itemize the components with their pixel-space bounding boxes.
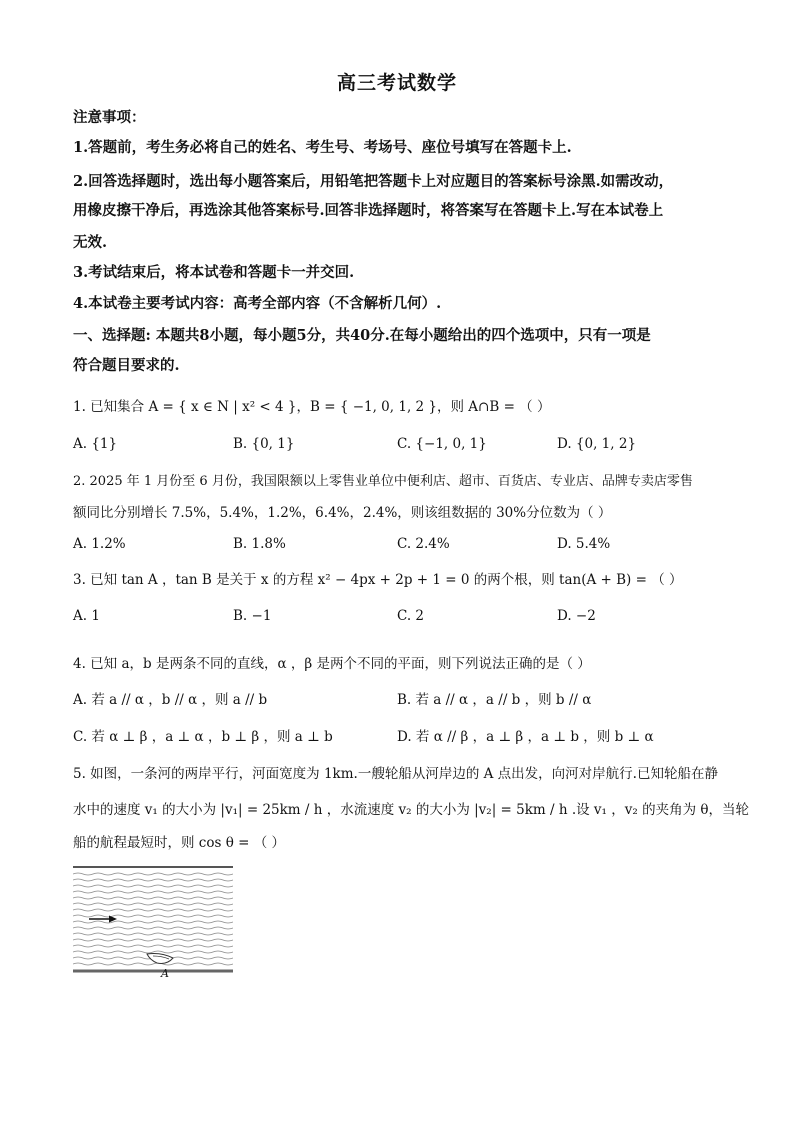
page-title: 高三考试数学	[336, 72, 457, 94]
question-4-option-d: D. 若 α // β ，a ⊥ β ，a ⊥ b ，则 b ⊥ α	[397, 729, 654, 745]
question-3-option-d: D. −2	[557, 608, 596, 624]
question-2-option-a: A. 1.2%	[73, 536, 126, 552]
question-2-line-1: 2. 2025 年 1 月份至 6 月份，我国限额以上零售业单位中便利店、超市、百货店、专业店、品牌专卖店零售	[73, 474, 693, 489]
question-1-option-b: B. {0, 1}	[233, 436, 295, 452]
boat-icon	[147, 954, 173, 964]
section-heading-line-2: 符合题目要求的.	[73, 357, 180, 374]
question-3-option-a: A. 1	[73, 608, 100, 624]
notice-item-4: 4.本试卷主要考试内容：高考全部内容（不含解析几何）.	[73, 295, 442, 312]
question-4-stem: 4. 已知 a，b 是两条不同的直线，α ，β 是两个不同的平面，则下列说法正确的是（ ）	[73, 656, 591, 672]
question-1-option-d: D. {0, 1, 2}	[557, 436, 637, 452]
question-5-line-3: 船的航程最短时，则 cos θ = （ ）	[73, 835, 286, 851]
notice-item-3: 3.考试结束后，将本试卷和答题卡一并交回.	[73, 264, 355, 281]
question-4-option-b: B. 若 a // α ，a // b ，则 b // α	[397, 692, 592, 708]
question-4-option-a: A. 若 a // α ，b // α ，则 a // b	[73, 692, 268, 708]
question-1-stem: 1. 已知集合 A = { x ∈ N | x² < 4 }，B = { −1, 0, 1, 2 }，则 A∩B = （ ）	[73, 399, 551, 415]
point-a-label: A	[161, 967, 169, 978]
question-3-option-b: B. −1	[233, 608, 272, 624]
notice-item-1: 1.答题前，考生务必将自己的姓名、考生号、考场号、座位号填写在答题卡上.	[73, 139, 572, 156]
question-3-option-c: C. 2	[397, 608, 425, 624]
question-2-option-b: B. 1.8%	[233, 536, 286, 552]
question-4-option-c: C. 若 α ⊥ β ，a ⊥ α ，b ⊥ β ，则 a ⊥ b	[73, 729, 333, 745]
notice-heading: 注意事项：	[73, 109, 146, 126]
question-2-line-2: 额同比分别增长 7.5%，5.4%，1.2%，6.4%，2.4%，则该组数据的 30%分位数为（ ）	[73, 505, 612, 521]
section-heading-line-1: 一、选择题: 本题共8小题，每小题5分，共40分.在每小题给出的四个选项中，只有一项是	[73, 327, 651, 344]
notice-item-2-line-1: 2.回答选择题时，选出每小题答案后，用铅笔把答题卡上对应题目的答案标号涂黑.如需改动，	[73, 173, 674, 190]
question-1-option-a: A. {1}	[73, 436, 118, 452]
current-arrow	[89, 916, 117, 923]
notice-item-2-line-2: 用橡皮擦干净后，再选涂其他答案标号.回答非选择题时，将答案写在答题卡上.写在本试卷上	[73, 202, 664, 219]
notice-item-2-line-3: 无效.	[73, 234, 108, 251]
question-5-line-2: 水中的速度 v₁ 的大小为 |v₁| = 25km / h ，水流速度 v₂ 的大小为 |v₂| = 5km / h .设 v₁ ，v₂ 的夹角为 θ，当轮	[73, 802, 750, 818]
river-figure	[73, 866, 233, 978]
question-2-option-c: C. 2.4%	[397, 536, 450, 552]
question-5-line-1: 5. 如图，一条河的两岸平行，河面宽度为 1km.一艘轮船从河岸边的 A 点出发，向河对岸航行.已知轮船在静	[73, 766, 718, 782]
question-3-stem: 3. 已知 tan A ，tan B 是关于 x 的方程 x² − 4px + 2p + 1 = 0 的两个根，则 tan(A + B) = （ ）	[73, 572, 683, 588]
question-2-option-d: D. 5.4%	[557, 536, 611, 552]
river-diagram	[73, 866, 233, 978]
question-1-option-c: C. {−1, 0, 1}	[397, 436, 487, 452]
